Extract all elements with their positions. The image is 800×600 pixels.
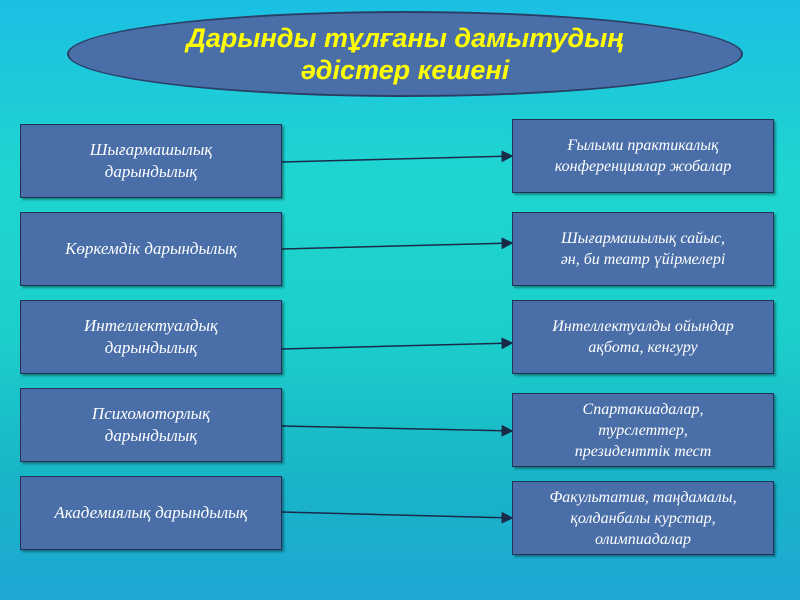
left-box-artistic	[20, 212, 282, 286]
left-box-creative	[20, 124, 282, 198]
right-box-label-line1: Шығармашылық сайыс,	[560, 230, 725, 247]
arrow-2	[282, 243, 512, 249]
left-box-psychomotor	[20, 388, 282, 462]
right-box-label-line3: олимпиадалар	[594, 530, 692, 548]
arrow-4	[282, 426, 512, 431]
right-box-courses	[512, 481, 774, 555]
right-box-contests	[512, 212, 774, 286]
left-box-intellectual	[20, 300, 282, 374]
left-box-label-line1: Психомоторлық	[91, 404, 211, 423]
left-box-label-line2: дарындылық	[104, 338, 198, 357]
left-box-label-line2: дарындылық	[104, 162, 198, 181]
right-box-label-line2: конференциялар жобалар	[554, 158, 732, 175]
title-line-1: Дарынды тұлғаны дамытудың	[186, 23, 624, 53]
arrow-1	[282, 156, 512, 162]
left-box-academic	[20, 476, 282, 550]
title-line-2: әдістер кешені	[300, 55, 510, 85]
right-box-games	[512, 300, 774, 374]
left-box-label-line1: Шығармашылық	[89, 140, 213, 159]
right-box-label-line1: Факультатив, таңдамалы,	[549, 488, 737, 506]
left-box-label-line1: Интеллектуалдық	[83, 316, 218, 335]
right-box-label-line2: ән, би театр үйірмелері	[560, 251, 726, 268]
right-box-conferences	[512, 119, 774, 193]
left-box-label-line1: Академиялық дарындылық	[54, 503, 248, 522]
right-box-label-line2: турслеттер,	[598, 421, 688, 439]
title-ellipse	[67, 11, 743, 97]
right-box-label-line3: президенттік тест	[574, 442, 712, 460]
right-box-label-line2: ақбота, кенгуру	[588, 339, 698, 356]
left-box-label-line2: дарындылық	[104, 426, 198, 445]
left-box-label-line1: Көркемдік дарындылық	[65, 239, 237, 258]
right-box-label-line1: Спартакиадалар,	[582, 400, 704, 418]
right-box-label-line1: Интеллектуалды ойындар	[552, 318, 734, 335]
right-box-label-line2: қолданбалы курстар,	[570, 509, 716, 527]
arrow-3	[282, 343, 512, 349]
arrow-5	[282, 512, 512, 518]
right-box-label-line1: Ғылыми практикалық	[567, 137, 719, 154]
right-box-sports	[512, 393, 774, 467]
